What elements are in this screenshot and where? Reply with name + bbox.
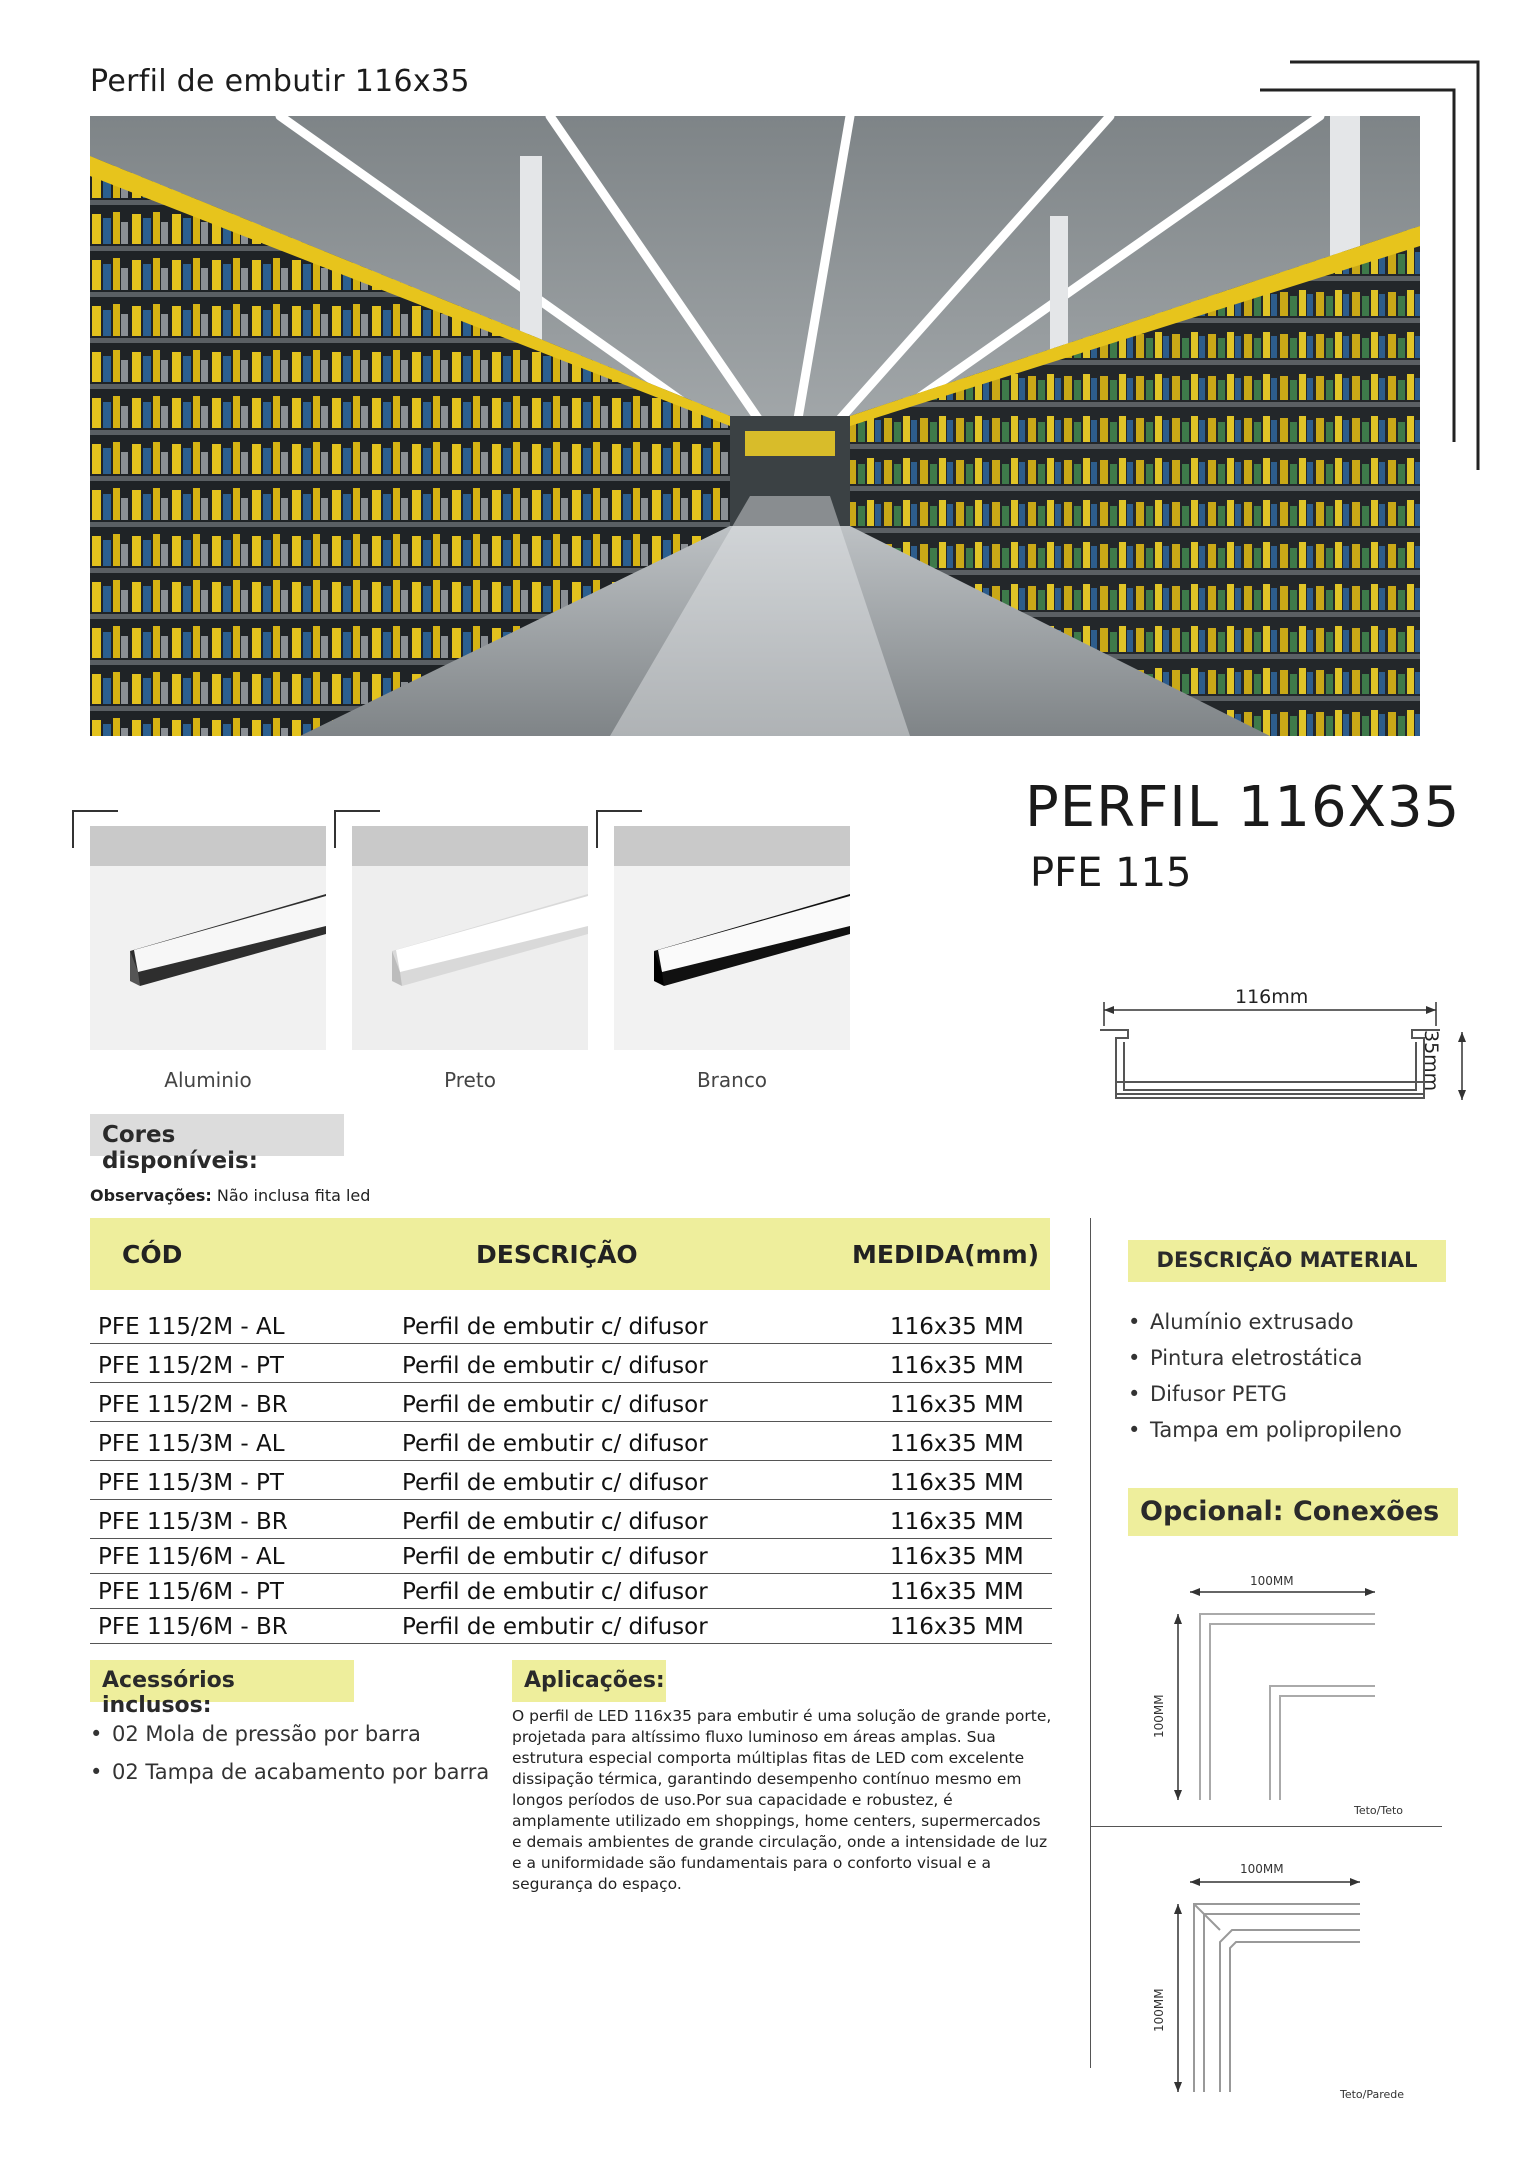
height-dimension-label: 35mm (1420, 1030, 1442, 1092)
page-title: Perfil de embutir 116x35 (90, 64, 470, 99)
table-row (90, 1609, 1052, 1644)
row-description: Perfil de embutir c/ difusor (402, 1470, 708, 1496)
width-dimension-label: 116mm (1235, 986, 1309, 1008)
table-row (90, 1539, 1052, 1574)
connection-1-width: 100MM (1250, 1574, 1294, 1588)
colors-heading: Cores disponíveis: (90, 1114, 344, 1156)
applications-heading: Aplicações: (512, 1660, 666, 1702)
connection-2-height: 100MM (1152, 1988, 1166, 2032)
connection-2-width: 100MM (1240, 1862, 1284, 1876)
row-measure: 116x35 MM (890, 1579, 1024, 1605)
row-code: PFE 115/3M - BR (98, 1509, 288, 1535)
swatch-preto-image (352, 826, 588, 1050)
row-measure: 116x35 MM (890, 1314, 1024, 1340)
row-description: Perfil de embutir c/ difusor (402, 1579, 708, 1605)
optional-heading: Opcional: Conexões (1128, 1488, 1458, 1536)
connections-divider (1090, 1826, 1442, 1827)
material-item: • Alumínio extrusado (1128, 1310, 1448, 1334)
observations-text: Não inclusa fita led (216, 1186, 371, 1205)
table-row (90, 1383, 1052, 1422)
connection-1-height: 100MM (1152, 1694, 1166, 1738)
connection-teto-parede-drawing (1150, 1860, 1380, 2110)
row-description: Perfil de embutir c/ difusor (402, 1314, 708, 1340)
connection-1-caption: Teto/Teto (1354, 1804, 1404, 1817)
column-header-description: DESCRIÇÃO (476, 1240, 638, 1269)
swatch-aluminio-image (90, 826, 326, 1050)
row-code: PFE 115/2M - BR (98, 1392, 288, 1418)
row-description: Perfil de embutir c/ difusor (402, 1509, 708, 1535)
row-description: Perfil de embutir c/ difusor (402, 1544, 708, 1570)
connection-2-caption: Teto/Parede (1340, 2088, 1405, 2101)
observations (90, 1186, 370, 1205)
column-divider (1090, 1218, 1091, 2068)
product-name: PERFIL 116X35 (1025, 775, 1461, 840)
material-item: • Tampa em polipropileno (1128, 1418, 1448, 1442)
material-heading: DESCRIÇÃO MATERIAL (1128, 1240, 1446, 1282)
row-measure: 116x35 MM (890, 1392, 1024, 1418)
material-list (1128, 1310, 1448, 1454)
row-measure: 116x35 MM (890, 1431, 1024, 1457)
accessory-item: • 02 Mola de pressão por barra (90, 1722, 510, 1746)
hero-image (90, 116, 1420, 736)
swatch-label-preto: Preto (444, 1068, 496, 1092)
table-row (90, 1500, 1052, 1539)
row-description: Perfil de embutir c/ difusor (402, 1431, 708, 1457)
table-row (90, 1344, 1052, 1383)
column-header-code: CÓD (122, 1240, 183, 1269)
swatch-label-aluminio: Aluminio (164, 1068, 252, 1092)
swatch-branco-image (614, 826, 850, 1050)
row-measure: 116x35 MM (890, 1353, 1024, 1379)
row-description: Perfil de embutir c/ difusor (402, 1614, 708, 1640)
row-measure: 116x35 MM (890, 1544, 1024, 1570)
product-code: PFE 115 (1030, 850, 1192, 896)
row-measure: 116x35 MM (890, 1614, 1024, 1640)
material-item: • Difusor PETG (1128, 1382, 1448, 1406)
accessory-item: • 02 Tampa de acabamento por barra (90, 1760, 510, 1784)
connection-teto-teto-drawing (1150, 1570, 1380, 1820)
applications-text: O perfil de LED 116x35 para embutir é uma solução de grande porte, projetada para altíssimo fluxo luminoso em áreas amplas. Sua estrutura especial comporta múltiplas fitas de LED com excelente dissipação térmica, garantindo desempenho contínuo mesmo em longos períodos de uso.Por sua capacidade e robustez, é amplamente utilizado em shoppings, home centers, supermercados e demais ambientes de grande circulação, onde a intensidade de luz e a uniformidade são fundamentais para o conforto visual e a segurança do espaço. (512, 1707, 1052, 1893)
product-table (90, 1305, 1052, 1644)
row-code: PFE 115/6M - AL (98, 1544, 285, 1570)
row-description: Perfil de embutir c/ difusor (402, 1392, 708, 1418)
table-row (90, 1305, 1052, 1344)
table-row (90, 1422, 1052, 1461)
accessories-list (90, 1722, 510, 1796)
row-description: Perfil de embutir c/ difusor (402, 1353, 708, 1379)
table-row (90, 1461, 1052, 1500)
material-item: • Pintura eletrostática (1128, 1346, 1448, 1370)
table-row (90, 1574, 1052, 1609)
accessories-heading: Acessórios inclusos: (90, 1660, 354, 1702)
row-code: PFE 115/2M - PT (98, 1353, 284, 1379)
row-measure: 116x35 MM (890, 1470, 1024, 1496)
observations-label: Observações: (90, 1186, 212, 1205)
column-header-measure: MEDIDA(mm) (852, 1240, 1040, 1269)
row-code: PFE 115/6M - BR (98, 1614, 288, 1640)
swatch-label-branco: Branco (696, 1068, 768, 1092)
row-code: PFE 115/3M - AL (98, 1431, 285, 1457)
table-header (90, 1218, 1050, 1290)
row-code: PFE 115/2M - AL (98, 1314, 285, 1340)
row-measure: 116x35 MM (890, 1509, 1024, 1535)
row-code: PFE 115/3M - PT (98, 1470, 284, 1496)
row-code: PFE 115/6M - PT (98, 1579, 284, 1605)
